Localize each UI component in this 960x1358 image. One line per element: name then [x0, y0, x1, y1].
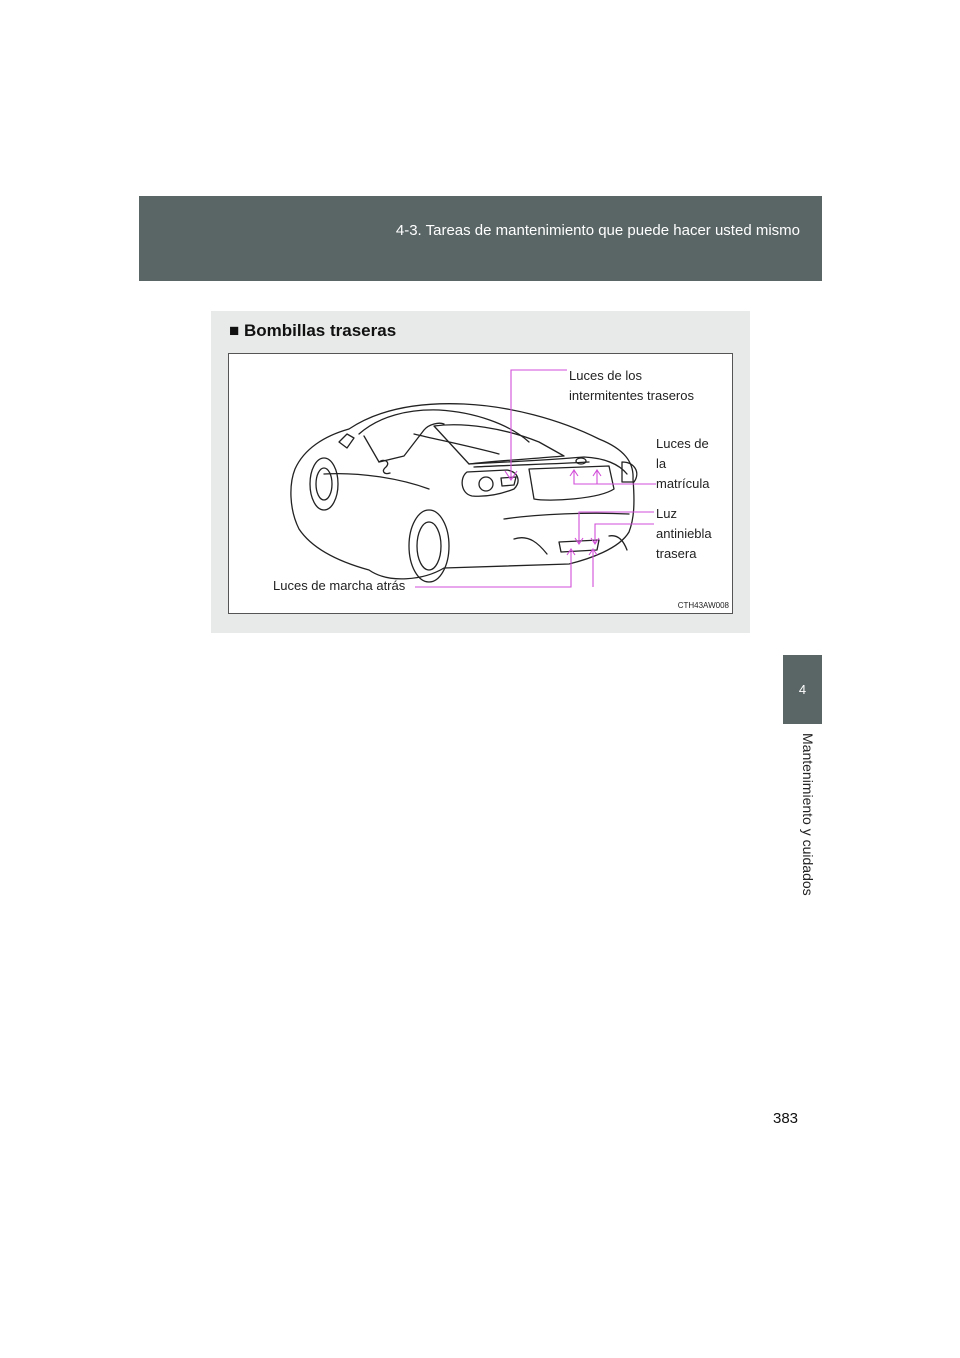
chapter-tab[interactable] — [783, 655, 822, 724]
bullet-square-icon: ■ — [229, 321, 240, 340]
callout-rear-turn-signals: Luces de los intermitentes traseros — [569, 368, 694, 403]
callout-rear-fog-light: Luz antiniebla trasera — [656, 506, 712, 561]
chapter-number: 4 — [798, 682, 807, 697]
figure-code: CTH43AW008 — [677, 601, 729, 610]
section-title — [229, 321, 396, 341]
chapter-title: Mantenimiento y cuidados — [800, 733, 816, 896]
rear-bulbs-figure — [228, 353, 733, 614]
bulbs-section — [211, 311, 750, 633]
header-band — [139, 196, 822, 281]
car-body — [291, 404, 637, 582]
callout-reverse-lights: Luces de marcha atrás — [273, 578, 406, 593]
page-number: 383 — [773, 1110, 799, 1127]
section-header-title: 4-3. Tareas de mantenimiento que puede hacer usted mismo — [395, 222, 800, 239]
callout-license-plate-lights: Luces de la matrícula — [656, 436, 710, 491]
section-title-text: Bombillas traseras — [244, 321, 397, 340]
